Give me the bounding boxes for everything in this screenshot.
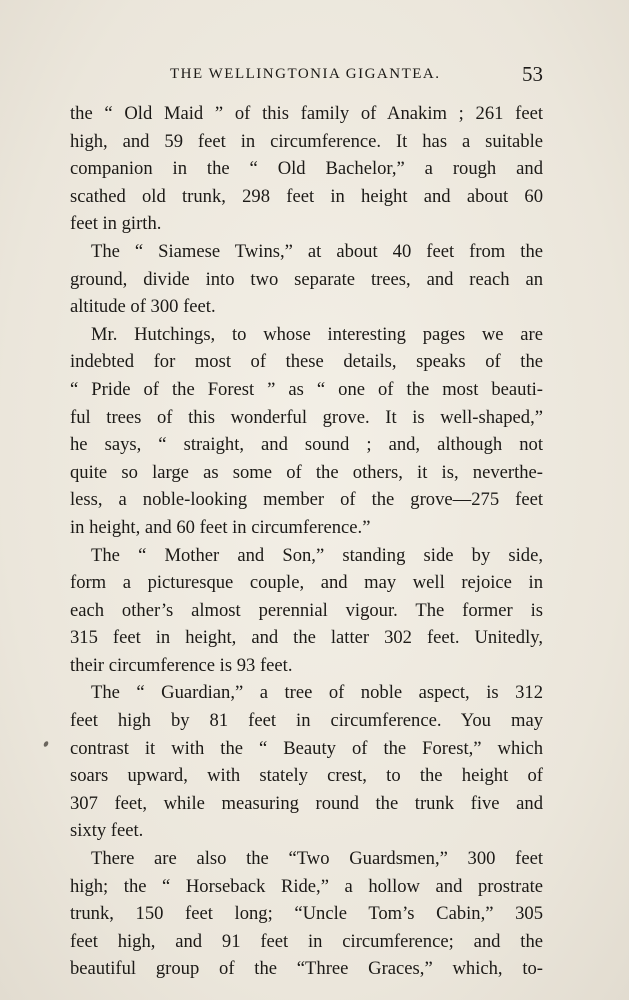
ink-speck [43, 740, 49, 747]
text-line: high, and 59 feet in circumference. It has a suitable [70, 130, 543, 152]
text-line: altitude of 300 feet. [70, 296, 216, 318]
text-line: scathed old trunk, 298 feet in height and about 60 [70, 185, 543, 207]
text-line: ground, divide into two separate trees, and reach an [70, 268, 543, 290]
text-line: in height, and 60 feet in circumference.” [70, 516, 371, 538]
text-line: The “ Guardian,” a tree of noble aspect, is 312 [91, 682, 543, 704]
running-title: THE WELLINGTONIA GIGANTEA. [170, 66, 441, 82]
text-line: contrast it with the “ Beauty of the Forest,” which [70, 737, 543, 759]
text-line: “ Pride of the Forest ” as “ one of the most beauti- [70, 378, 543, 400]
text-line: companion in the “ Old Bachelor,” a rough and [70, 158, 543, 180]
text-line: high; the “ Horseback Ride,” a hollow and prostrate [70, 875, 543, 897]
text-line: soars upward, with stately crest, to the height of [70, 765, 543, 787]
page-header [70, 64, 543, 90]
text-line: There are also the “Two Guardsmen,” 300 feet [91, 848, 543, 870]
text-line: feet in girth. [70, 213, 162, 235]
text-line: their circumference is 93 feet. [70, 654, 293, 676]
text-line: beautiful group of the “Three Graces,” which, to- [70, 958, 543, 980]
text-line: quite so large as some of the others, it is, neverthe- [70, 461, 543, 483]
text-line: form a picturesque couple, and may well rejoice in [70, 572, 543, 594]
text-line: feet high, and 91 feet in circumference; and the [70, 930, 543, 952]
text-line: The “ Siamese Twins,” at about 40 feet from the [91, 240, 543, 262]
text-line: trunk, 150 feet long; “Uncle Tom’s Cabin,” 305 [70, 903, 543, 925]
body-text [70, 100, 543, 983]
text-line: each other’s almost perennial vigour. The former is [70, 599, 543, 621]
text-line: feet high by 81 feet in circumference. You may [70, 710, 543, 732]
text-line: Mr. Hutchings, to whose interesting pages we are [91, 323, 543, 345]
text-line: 307 feet, while measuring round the trunk five and [70, 792, 543, 814]
text-line: he says, “ straight, and sound ; and, although not [70, 434, 543, 456]
text-line: sixty feet. [70, 820, 144, 842]
page-number: 53 [522, 62, 543, 86]
text-line: less, a noble-looking member of the grove—275 feet [70, 489, 543, 511]
text-line: 315 feet in height, and the latter 302 feet. Unitedly, [70, 627, 543, 649]
text-line: The “ Mother and Son,” standing side by side, [91, 544, 543, 566]
text-line: the “ Old Maid ” of this family of Anakim ; 261 feet [70, 103, 543, 124]
text-line: indebted for most of these details, speaks of the [70, 351, 543, 373]
text-line: ful trees of this wonderful grove. It is well-shaped,” [70, 406, 543, 428]
